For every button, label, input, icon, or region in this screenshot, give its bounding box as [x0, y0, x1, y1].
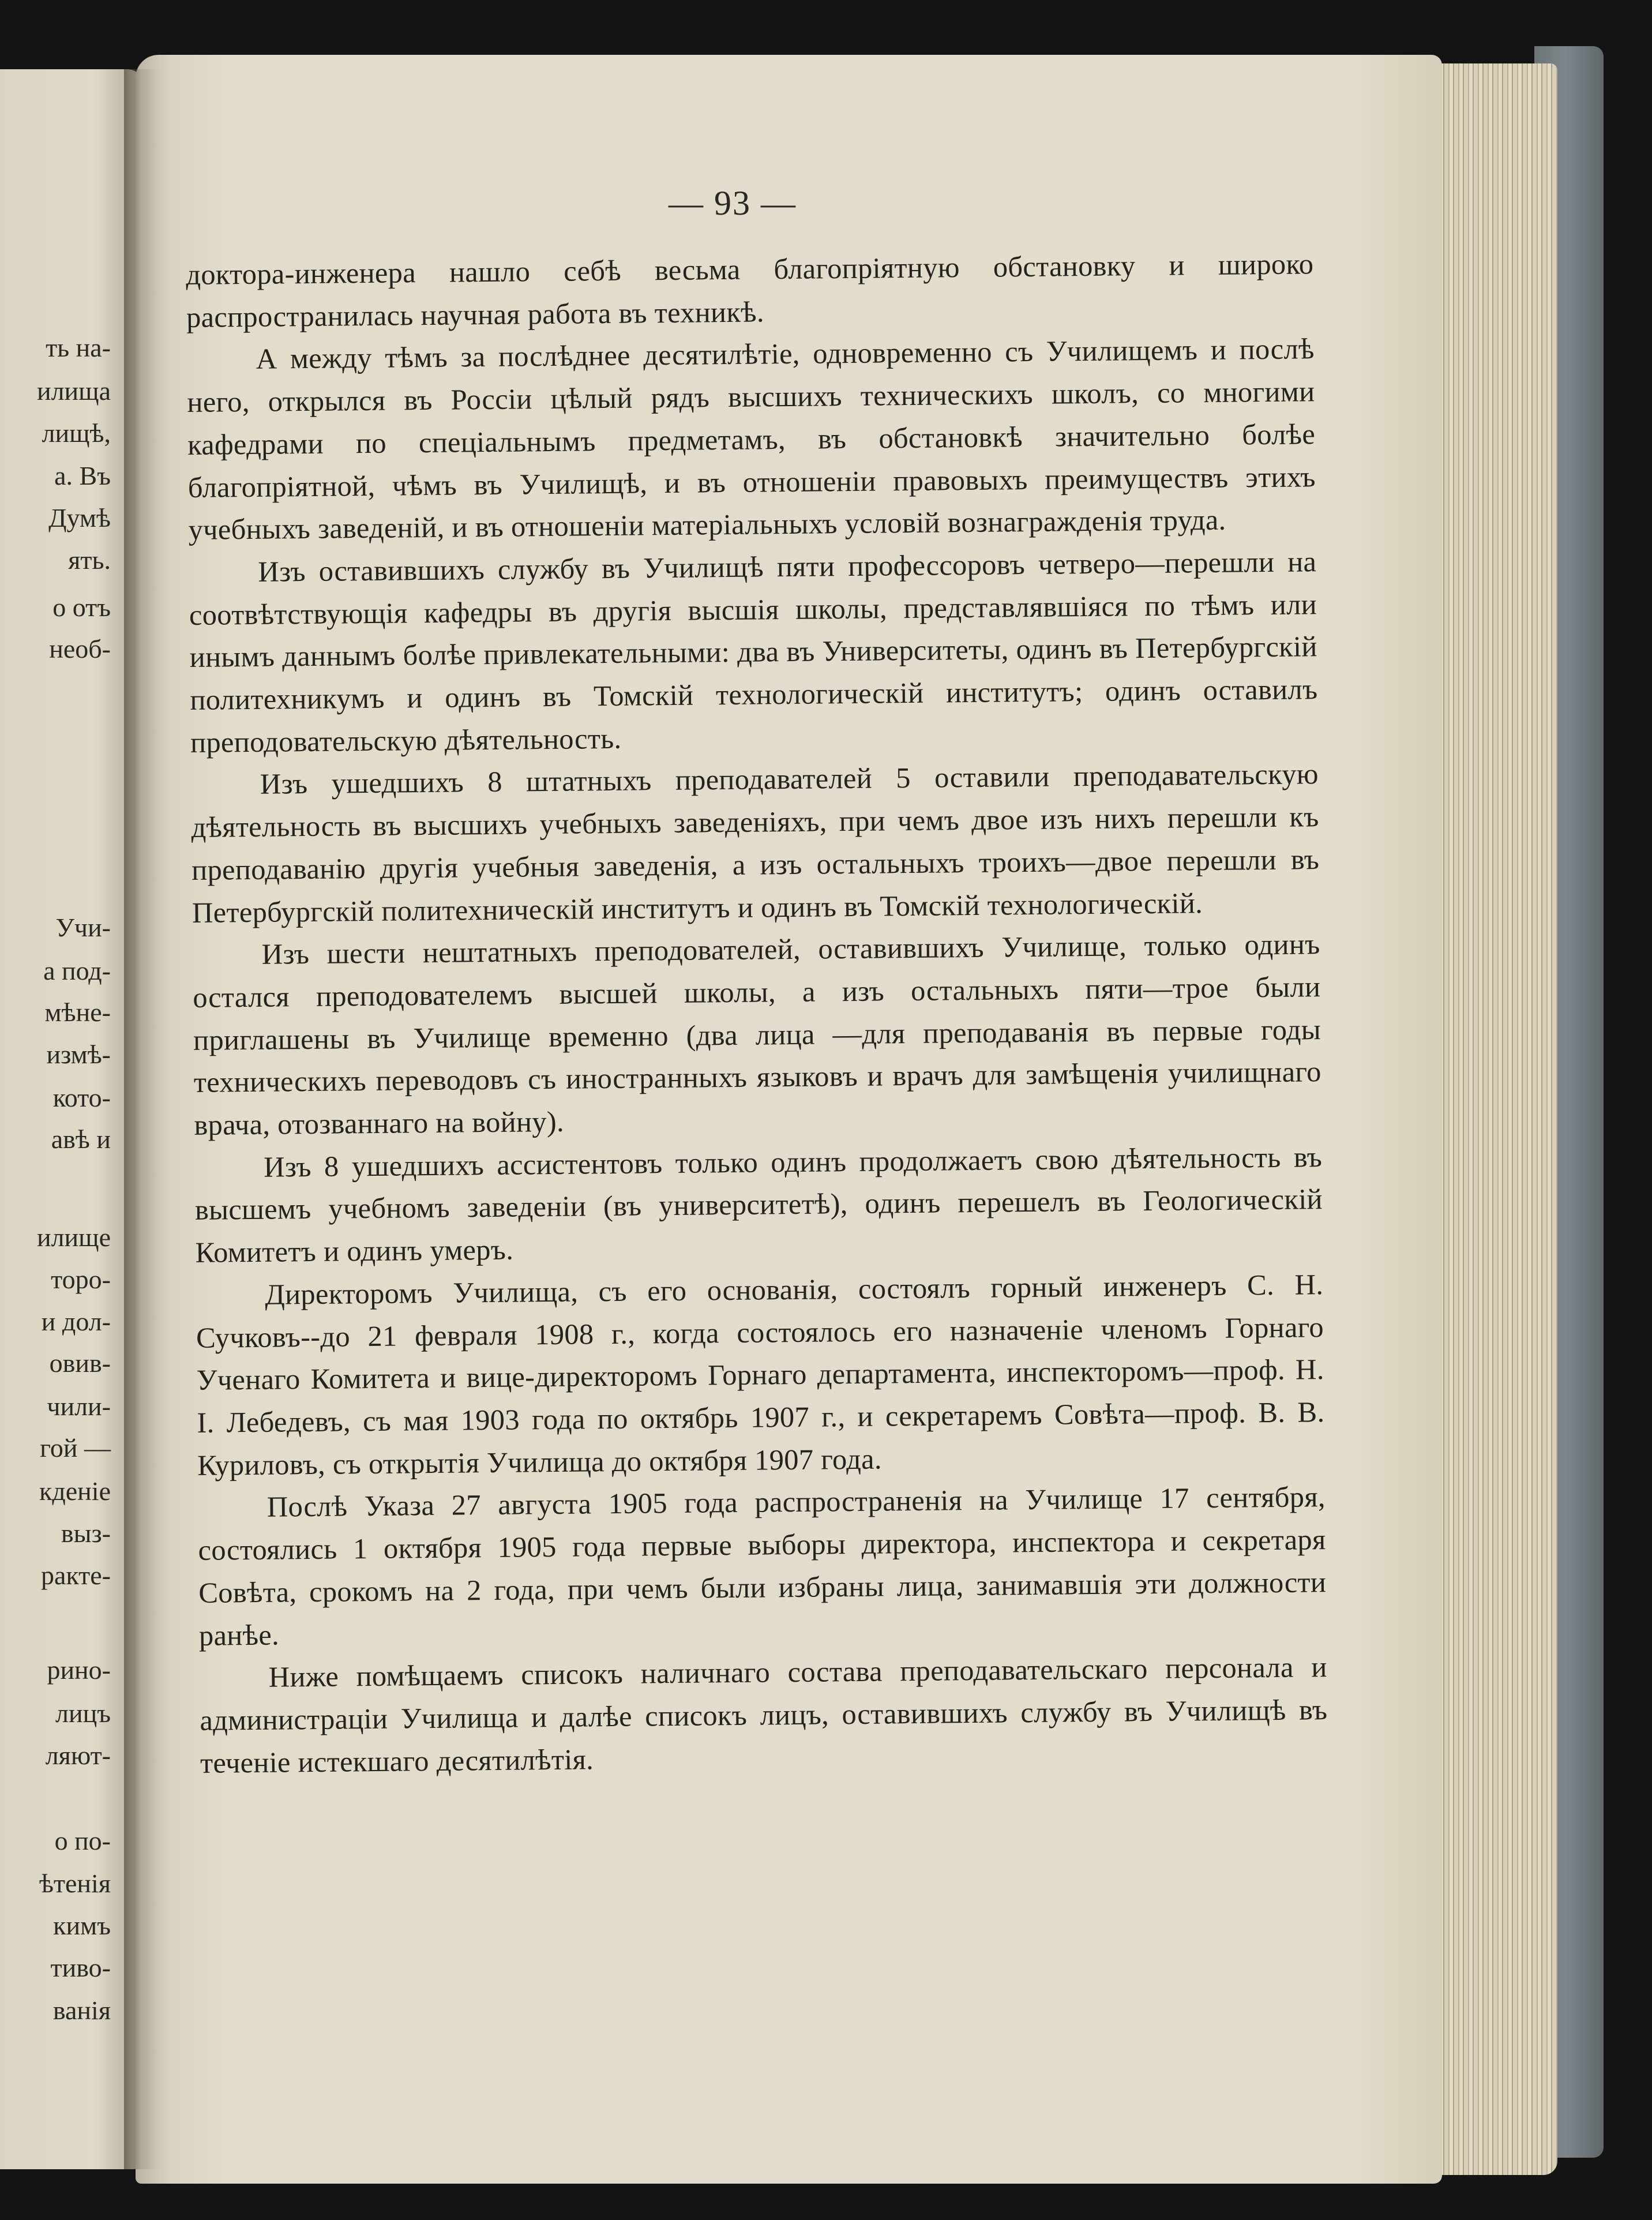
left-line: авѣ и	[51, 1124, 111, 1154]
page-number: — 93 —	[669, 184, 797, 222]
left-line: ѣтенія	[39, 1869, 111, 1898]
page-edges	[1425, 63, 1557, 2175]
paragraph: Изъ ушедшихъ 8 штатныхъ преподавателей 5 оставили преподавательскую дѣятельность въ высшихъ учебныхъ заведеніяхъ, при чемъ двое изъ нихъ перешли къ преподаванію другія учебныя заведенія, а изъ остальныхъ троихъ—двое перешли въ Петербургскій политехническій институтъ и одинъ въ Томскій технологическій.	[191, 757, 1320, 929]
paragraph: доктора-инженера нашло себѣ весьма благопріятную обстановку и широко распространилась научная работа въ техникѣ.	[186, 247, 1314, 333]
left-line: мѣне-	[44, 997, 111, 1027]
left-line: выз-	[61, 1518, 111, 1548]
page-body	[186, 243, 1328, 1784]
paragraph: Изъ оставившихъ службу въ Училищѣ пяти профессоровъ четверо—перешли на соотвѣтствующія кафедры въ другія высшія школы, представлявшіяся по тѣмъ или инымъ даннымъ болѣе привлекательными: два въ Университеты, одинъ въ Петербургскій политехникумъ и одинъ въ Томскій технологическій институтъ; одинъ оставилъ преподовательскую дѣятельность.	[189, 545, 1318, 759]
left-line: ракте-	[41, 1561, 111, 1590]
left-line: а. Въ	[54, 461, 111, 490]
left-line: о отъ	[52, 592, 111, 622]
left-line: необ-	[49, 634, 111, 663]
paragraph: Изъ 8 ушедшихъ ассистентовъ только одинъ продолжаетъ свою дѣятельность въ высшемъ учебномъ заведеніи (въ университетѣ), одинъ перешелъ въ Геологическій Комитетъ и одинъ умеръ.	[194, 1140, 1323, 1269]
paragraph: Директоромъ Училища, съ его основанія, состоялъ горный инженеръ С. Н. Сучковъ--до 21 февраля 1908 г., когда состоялось его назначеніе членомъ Горнаго Ученаго Комитета и вице-директоромъ Горнаго департамента, инспекторомъ—проф. Н. І. Лебедевъ, съ мая 1903 года по октябрь 1907 г., и секретаремъ Совѣта—проф. В. В. Куриловъ, съ открытія Училища до октября 1907 года.	[196, 1268, 1325, 1482]
left-line: гой —	[40, 1433, 111, 1462]
left-line: тиво-	[50, 1953, 111, 1982]
paragraph: Изъ шести нештатныхъ преподователей, оставившихъ Училище, только одинъ остался преподователемъ высшей школы, а изъ остальныхъ пяти—трое были приглашены въ Училище временно (два лица —для преподаванія въ первые годы техническихъ переводовъ съ иностранныхъ языковъ и врачъ для замѣщенія училищнаго врача, отозваннаго на войну).	[193, 928, 1321, 1141]
left-line: и дол-	[41, 1307, 111, 1336]
left-page	[0, 69, 144, 2169]
left-line: лищѣ,	[42, 418, 111, 448]
left-line: ванія	[52, 1996, 111, 2025]
left-line: Думѣ	[48, 503, 111, 532]
left-line: овив-	[49, 1348, 111, 1378]
left-line: рино-	[47, 1655, 111, 1685]
left-line: ляют-	[45, 1741, 111, 1770]
left-line: кимъ	[53, 1911, 111, 1940]
left-line: илища	[36, 376, 111, 406]
left-line: чили-	[47, 1392, 111, 1421]
left-line: а под-	[43, 956, 111, 985]
paragraph: А между тѣмъ за послѣднее десятилѣтіе, одновременно съ Училищемъ и послѣ него, открылся въ Россіи цѣлый рядъ высшихъ техническихъ школъ, со многими кафедрами по спеціальнымъ предметамъ, въ обстановкѣ значительно болѣе благопріятной, чѣмъ въ Училищѣ, и въ отношеніи правовыхъ преимуществъ этихъ учебныхъ заведеній, и въ отношеніи матеріальныхъ условій вознагражденія труда.	[187, 332, 1316, 546]
left-line: кото-	[52, 1083, 111, 1112]
left-line: Учи-	[55, 913, 111, 942]
left-line: кденіе	[39, 1476, 111, 1506]
left-line: илище	[36, 1222, 111, 1252]
book-gutter	[124, 69, 159, 2169]
paragraph: Послѣ Указа 27 августа 1905 года распространенія на Училище 17 сентября, состоялись 1 октября 1905 года первые выборы директора, инспектора и секретаря Совѣта, срокомъ на 2 года, при чемъ были избраны лица, занимавшія эти должности ранѣе.	[198, 1480, 1327, 1652]
left-line: ять.	[68, 545, 111, 575]
left-line: измѣ-	[46, 1040, 111, 1069]
left-line: торо-	[51, 1265, 111, 1294]
left-line: ть на-	[46, 333, 111, 362]
left-line: о по-	[54, 1826, 111, 1855]
left-line: лицъ	[55, 1698, 111, 1728]
paragraph: Ниже помѣщаемъ списокъ наличнаго состава преподавательскаго персонала и администраціи Училища и далѣе списокъ лицъ, оставившихъ службу въ Училищѣ въ теченіе истекшаго десятилѣтія.	[200, 1651, 1328, 1779]
